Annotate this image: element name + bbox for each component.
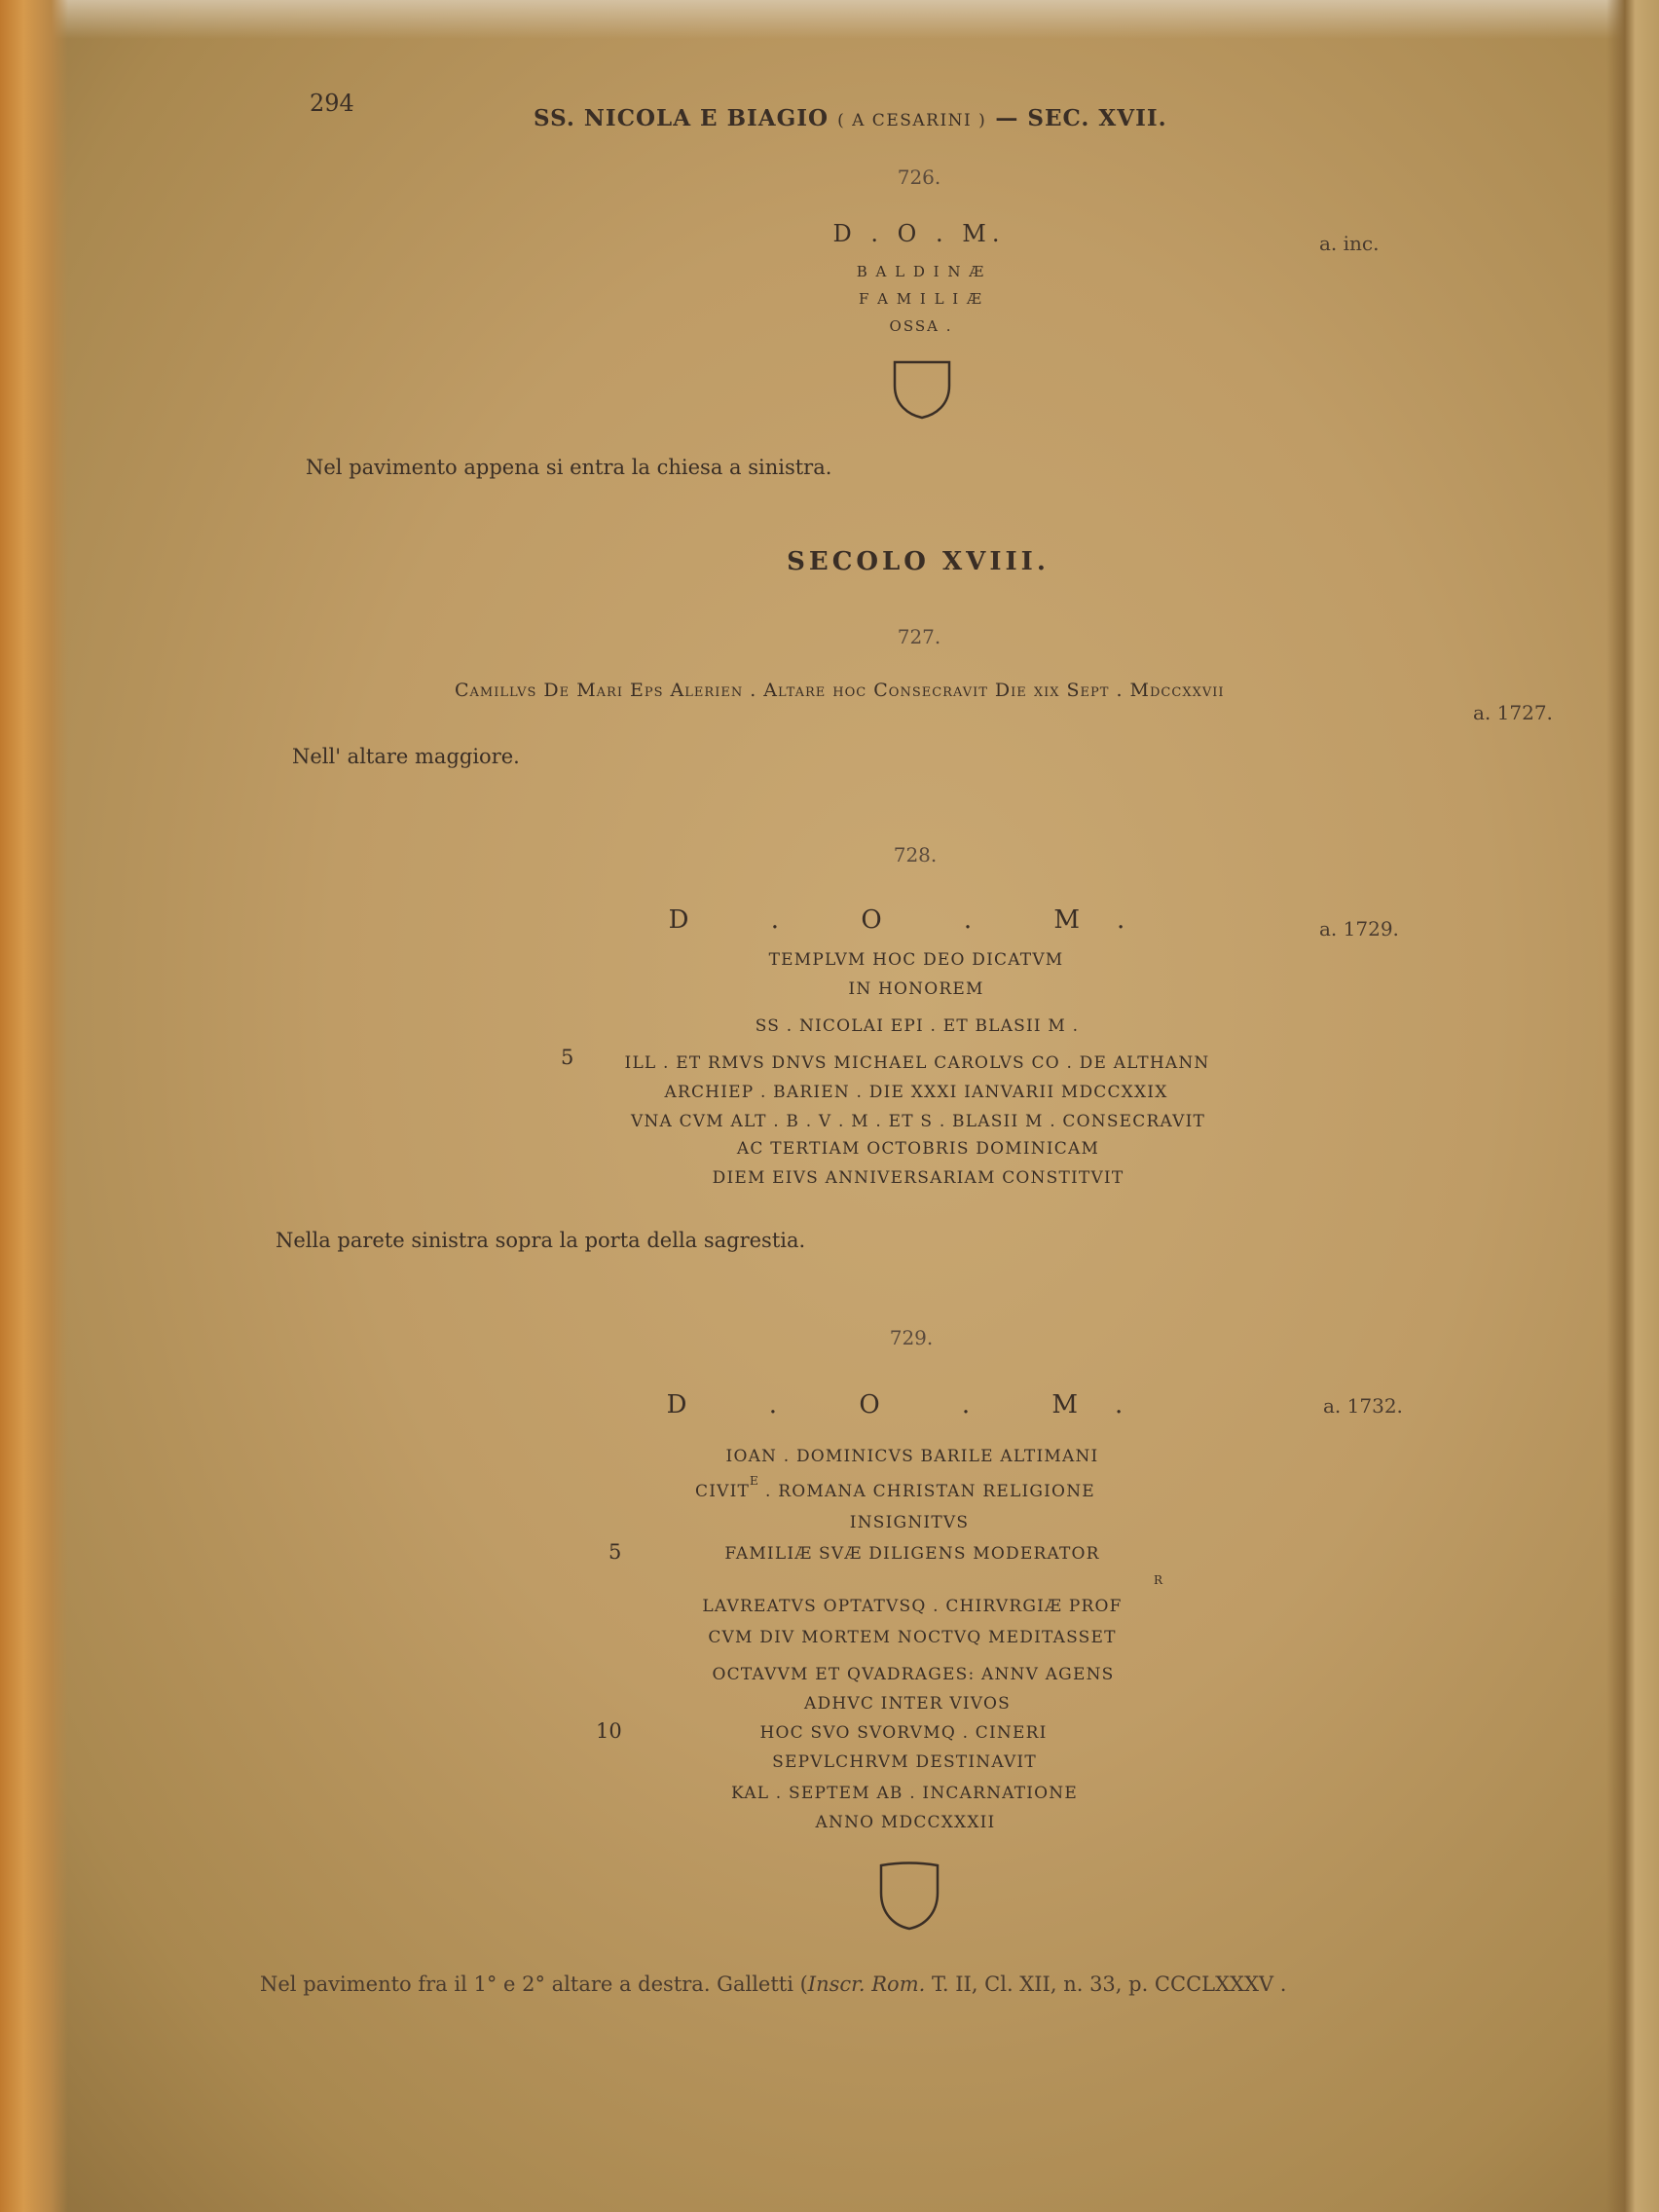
entry-729-line-5: LAVREATVS OPTATVSQ . CHIRVRGIÆ PROF [702,1597,1123,1616]
entry-729-line-number-10: 10 [596,1719,622,1743]
entry-729-line-11: KAL . SEPTEM AB . INCARNATIONE [731,1784,1078,1803]
entry-729-note-citation: Inscr. Rom. [807,1972,926,1996]
entry-728-line-7: AC TERTIAM OCTOBRIS DOMINICAM [736,1139,1100,1159]
entry-728-line-3: SS . NICOLAI EPI . ET BLASII M . [755,1016,1080,1036]
entry-727-note: Nell' altare maggiore. [292,745,520,768]
entry-729-note [260,1972,1286,1996]
page-top-edge [0,0,1659,39]
book-spine-edge [0,0,68,2212]
page-number: 294 [310,90,354,117]
entry-728-line-8: DIEM EIVS ANNIVERSARIAM CONSTITVIT [712,1168,1124,1188]
entry-728-date: a. 1729. [1319,917,1399,940]
entry-729-line-number-5: 5 [608,1540,622,1564]
entry-726-heading: D . O . M. [832,220,1006,247]
entry-726-date: a. inc. [1319,232,1380,255]
coat-of-arms-shield-icon [877,1860,941,1932]
entry-728-line-5: ARCHIEP . BARIEN . DIE XXXI IANVARII MDCCXXIX [664,1083,1168,1102]
entry-729-line-10: SEPVLCHRVM DESTINAVIT [772,1752,1037,1772]
entry-729-date: a. 1732. [1323,1394,1403,1418]
entry-728-line-number: 5 [561,1046,574,1069]
entry-729-line-1: IOAN . DOMINICVS BARILE ALTIMANI [725,1447,1099,1466]
entry-727-inscription: Camillvs De Mari Eps Alerien . Altare hoc Consecravit Die xix Sept . Mdccxxvii [455,680,1225,701]
entry-728-number: 728. [893,843,938,866]
entry-727-number: 727. [897,625,941,648]
entry-729-line-6: CVM DIV MORTEM NOCTVQ MEDITASSET [708,1628,1117,1647]
entry-729-line-2a: CIVIT [695,1482,751,1501]
entry-729-line-3: INSIGNITVS [849,1513,970,1532]
entry-729-note-end: T. II, Cl. XII, n. 33, p. CCCLXXXV . [925,1972,1287,1996]
entry-729-line-4: FAMILIÆ SVÆ DILIGENS MODERATOR [724,1544,1100,1564]
entry-728-line-6: VNA CVM ALT . B . V . M . ET S . BLASII M . CONSECRAVIT [630,1112,1206,1131]
entry-729-line-2-superscript: E [750,1474,758,1488]
entry-726-number: 726. [897,166,941,189]
entry-729-line-4-superscript: R [1154,1573,1163,1587]
section-title: SECOLO XVIII. [787,547,1050,576]
entry-727-date: a. 1727. [1473,701,1553,724]
entry-729-note-start: Nel pavimento fra il 1° e 2° altare a destra. Galletti ( [260,1972,808,1996]
entry-729-line-9: HOC SVO SVORVMQ . CINERI [759,1723,1048,1743]
entry-729-line-12: ANNO MDCCXXXII [815,1813,996,1832]
entry-728-line-1: TEMPLVM HOC DEO DICATVM [768,950,1064,970]
entry-726-note: Nel pavimento appena si entra la chiesa a sinistra. [306,456,832,479]
running-head-century: SEC. XVII. [1027,105,1167,131]
entry-728-line-4: ILL . ET RMVS DNVS MICHAEL CAROLVS CO . DE ALTHANN [624,1053,1210,1073]
entry-726-line-3: F A M I L I Æ [858,290,984,308]
entry-729-line-2b: . ROMANA CHRISTAN RELIGIONE [765,1482,1095,1501]
entry-729-heading: D . O . M. [666,1390,1161,1419]
entry-729-line-8: ADHVC INTER VIVOS [804,1694,1011,1714]
entry-728-heading: D . O . M. [668,905,1162,935]
entry-726-line-4: OSSA . [889,317,953,335]
entry-728-note: Nella parete sinistra sopra la porta della sagrestia. [276,1229,806,1252]
coat-of-arms-shield-icon [891,356,953,421]
entry-726-line-2: B A L D I N Æ [856,263,986,280]
running-head-title: SS. NICOLA E BIAGIO [534,105,830,131]
running-head-sep: — [995,105,1019,131]
entry-729-line-7: OCTAVVM ET QVADRAGES: ANNV AGENS [712,1665,1115,1684]
entry-728-line-2: IN HONOREM [848,979,984,999]
entry-729-number: 729. [889,1326,934,1349]
running-head [534,105,1167,131]
running-head-paren: ( A CESARINI ) [837,111,987,130]
page-fore-edge [1606,0,1659,2212]
